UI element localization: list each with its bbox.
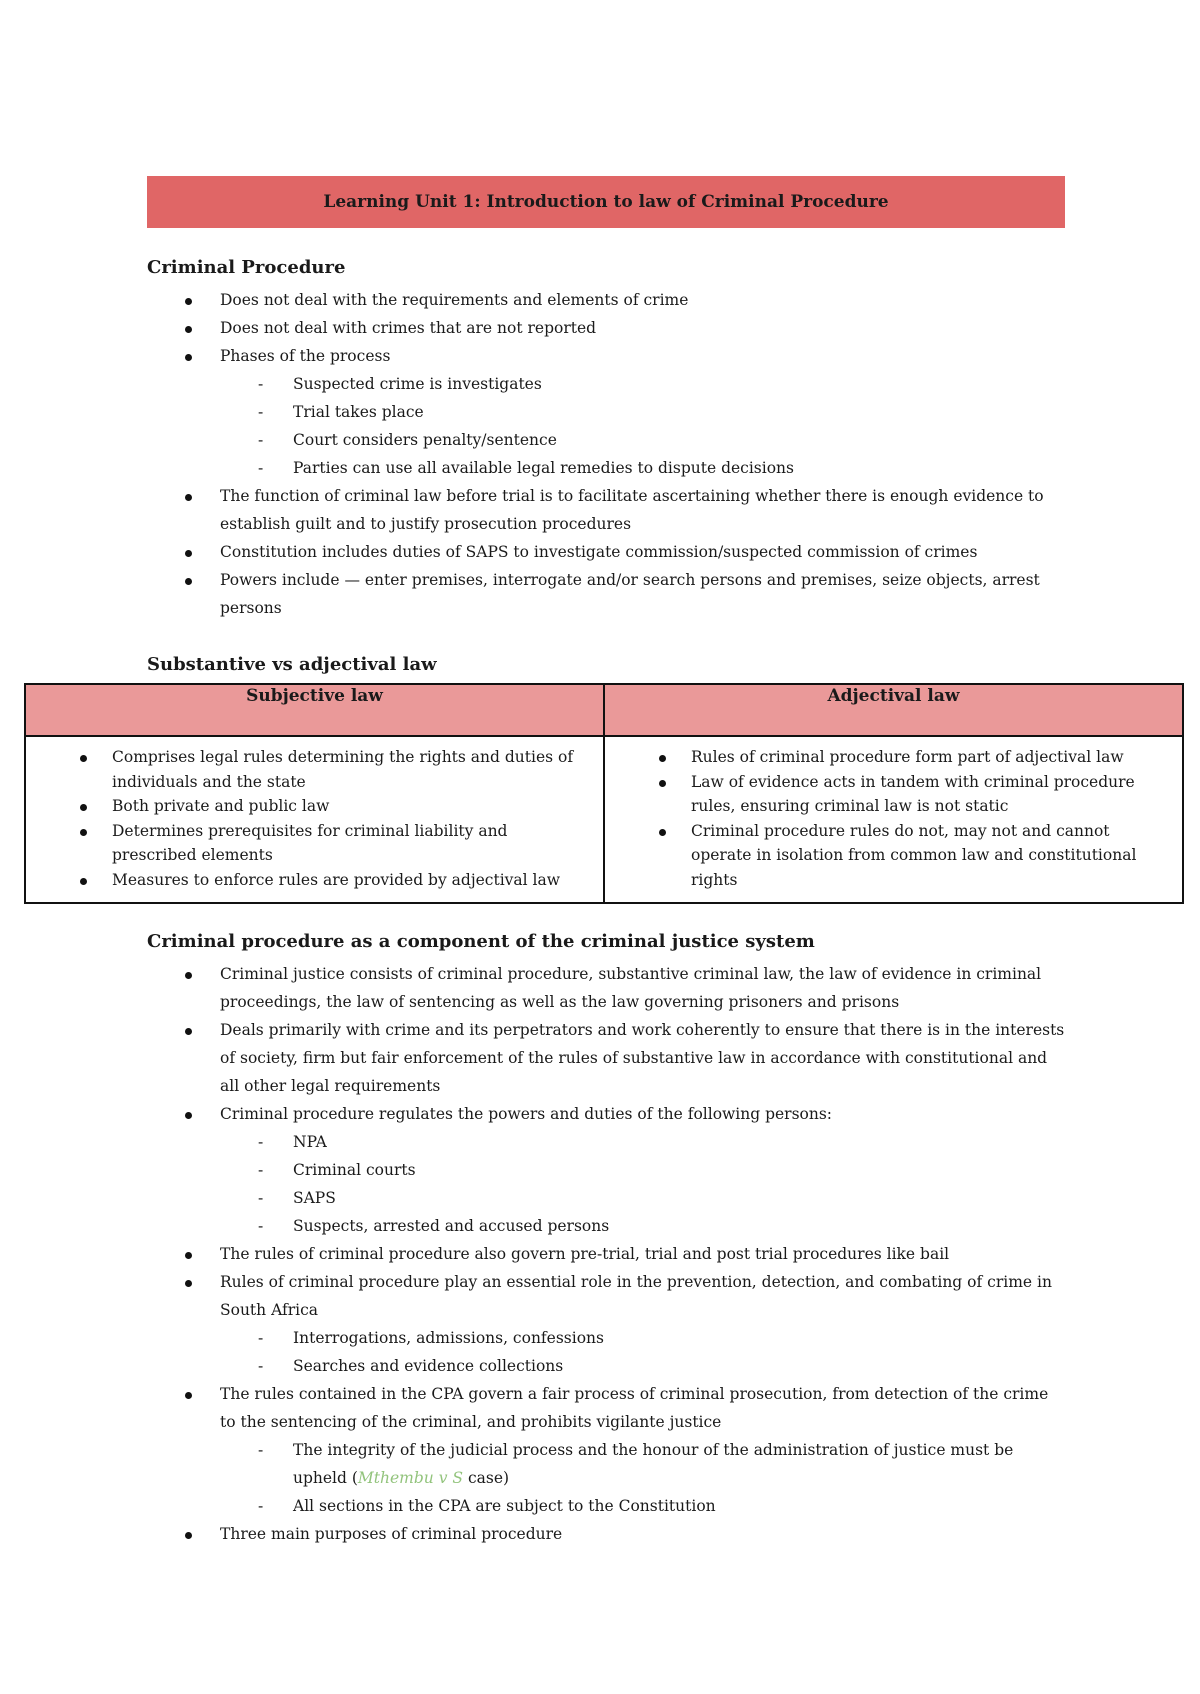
sub-list-item: - Suspected crime is investigates — [220, 370, 1067, 398]
roles-sublist — [220, 1324, 1067, 1380]
page-title-text: Learning Unit 1: Introduction to law of Criminal Procedure — [323, 192, 889, 212]
list-item: Deals primarily with crime and its perpetrators and work coherently to ensure that there is in the interests of society, firm but fair enforcement of the rules of substantive law in accordance with constitutional and all other legal requirements — [147, 1016, 1067, 1100]
sub-list-item — [220, 1436, 1067, 1492]
list-item: Law of evidence acts in tandem with criminal procedure rules, ensuring criminal law is not static — [619, 770, 1168, 819]
sub-list-item: - All sections in the CPA are subject to the Constitution — [220, 1492, 1067, 1520]
table-row — [25, 736, 1183, 903]
sub-list-item: - Trial takes place — [220, 398, 1067, 426]
list-item: Does not deal with the requirements and elements of crime — [147, 286, 1067, 314]
list-item: Criminal justice consists of criminal procedure, substantive criminal law, the law of evidence in criminal proceedings, the law of sentencing as well as the law governing prisoners and prisons — [147, 960, 1067, 1016]
table-header-adjectival: Adjectival law — [604, 684, 1183, 736]
sub-list-text: The integrity of the judicial process and the honour of the administration of justice must be upheld ( — [293, 1441, 1014, 1487]
sub-list-item: - Court considers penalty/sentence — [220, 426, 1067, 454]
list-item: Rules of criminal procedure form part of adjectival law — [619, 745, 1168, 770]
list-item: Constitution includes duties of SAPS to investigate commission/suspected commission of crimes — [147, 538, 1067, 566]
list-item: Measures to enforce rules are provided by adjectival law — [40, 868, 589, 893]
list-item-text: Rules of criminal procedure play an essential role in the prevention, detection, and combating of crime in South Africa — [220, 1273, 1052, 1319]
list-item: Three main purposes of criminal procedure — [147, 1520, 1067, 1548]
comparison-table — [24, 683, 1184, 904]
list-item: Does not deal with crimes that are not reported — [147, 314, 1067, 342]
phases-sublist — [220, 370, 1067, 482]
list-item — [147, 1380, 1067, 1520]
list-item: The function of criminal law before trial is to facilitate ascertaining whether there is enough evidence to establish guilt and to justify prosecution procedures — [147, 482, 1067, 538]
sub-list-item: - SAPS — [220, 1184, 1067, 1212]
sub-list-item: - Interrogations, admissions, confessions — [220, 1324, 1067, 1352]
persons-sublist — [220, 1128, 1067, 1240]
list-item: Criminal procedure rules do not, may not and cannot operate in isolation from common law and constitutional rights — [619, 819, 1168, 893]
sub-list-item: - NPA — [220, 1128, 1067, 1156]
substantive-vs-adjectival-heading: Substantive vs adjectival law — [147, 654, 437, 675]
list-item: Comprises legal rules determining the rights and duties of individuals and the state — [40, 745, 589, 794]
list-item: Both private and public law — [40, 794, 589, 819]
criminal-justice-system-heading: Criminal procedure as a component of the criminal justice system — [147, 931, 815, 952]
criminal-procedure-heading: Criminal Procedure — [147, 257, 346, 278]
sub-list-item: - Criminal courts — [220, 1156, 1067, 1184]
sub-list-text: case) — [463, 1469, 510, 1487]
list-item: The rules of criminal procedure also govern pre-trial, trial and post trial procedures like bail — [147, 1240, 1067, 1268]
list-item — [147, 1268, 1067, 1380]
page-title — [147, 176, 1065, 228]
criminal-justice-list — [147, 960, 1067, 1548]
list-item: Powers include — enter premises, interrogate and/or search persons and premises, seize objects, arrest persons — [147, 566, 1067, 622]
cpa-sublist — [220, 1436, 1067, 1520]
list-item-text: The rules contained in the CPA govern a fair process of criminal prosecution, from detection of the crime to the sentencing of the criminal, and prohibits vigilante justice — [220, 1385, 1049, 1431]
list-item: Determines prerequisites for criminal liability and prescribed elements — [40, 819, 589, 868]
table-cell-subjective — [25, 736, 604, 903]
list-item — [147, 1100, 1067, 1240]
table-header-subjective: Subjective law — [25, 684, 604, 736]
sub-list-item: - Searches and evidence collections — [220, 1352, 1067, 1380]
criminal-procedure-list — [147, 286, 1067, 622]
sub-list-item: - Suspects, arrested and accused persons — [220, 1212, 1067, 1240]
list-item-text: Phases of the process — [220, 347, 391, 365]
table-cell-adjectival — [604, 736, 1183, 903]
list-item-text: Criminal procedure regulates the powers and duties of the following persons: — [220, 1105, 833, 1123]
sub-list-item: - Parties can use all available legal remedies to dispute decisions — [220, 454, 1067, 482]
case-reference: Mthembu v S — [357, 1469, 464, 1487]
list-item — [147, 342, 1067, 482]
